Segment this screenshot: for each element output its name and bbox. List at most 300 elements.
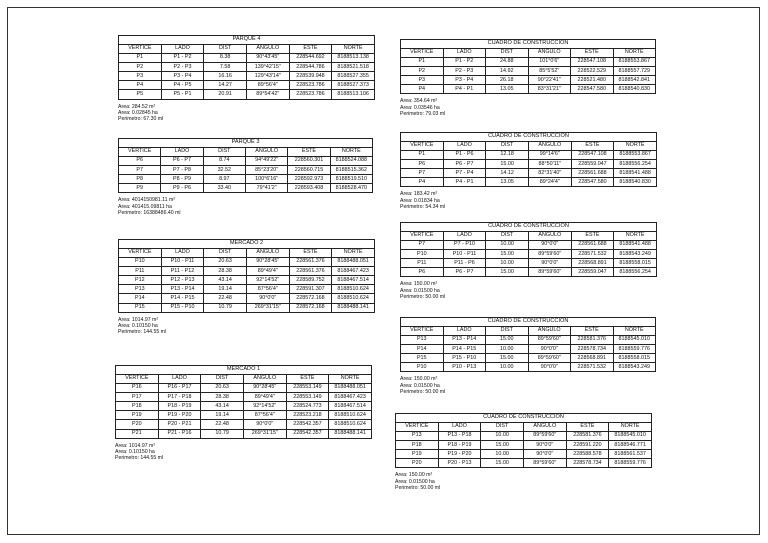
column-header: ESTE — [571, 232, 614, 241]
table-cell: 228581.376 — [566, 432, 609, 441]
table-cell: 228547.580 — [571, 178, 614, 187]
table-row — [401, 151, 657, 160]
table-cell: P18 — [396, 441, 439, 450]
table-cell: 10.00 — [486, 363, 529, 372]
table-cell: 8.97 — [203, 175, 245, 184]
table-cell: P10 — [401, 363, 444, 372]
area-note: Area: 0.01500 ha — [395, 478, 435, 485]
table-cell: 8188558.015 — [614, 259, 657, 268]
table-header-row — [119, 249, 375, 258]
column-header: VERTICE — [119, 249, 162, 258]
table-cell: 89°59'60" — [523, 459, 566, 468]
table-cell: P14 - P15 — [443, 345, 486, 354]
table-cell: 228591.307 — [289, 285, 332, 294]
table-cell: 8188510.624 — [332, 285, 375, 294]
table-cell: P17 — [116, 393, 159, 402]
table-cell: 8.38 — [204, 54, 247, 63]
table-cell: 8188519.510 — [330, 175, 372, 184]
table-cell: 90°0'0" — [528, 241, 571, 250]
column-header: NORTE — [614, 142, 657, 151]
table-row — [119, 63, 375, 72]
table-row — [116, 429, 372, 438]
column-header: LADO — [158, 375, 201, 384]
table-cell: 228523.786 — [289, 90, 332, 99]
table-cell: 19.14 — [204, 285, 247, 294]
table-cell: P13 - P14 — [443, 336, 486, 345]
table-row — [116, 384, 372, 393]
table-row — [119, 90, 375, 99]
table-cell: P10 — [401, 250, 444, 259]
table-cell: P16 — [116, 384, 159, 393]
table-cell: 228591.220 — [566, 441, 609, 450]
area-note: Perimetro: 50.00 ml — [400, 293, 446, 300]
column-header: LADO — [443, 232, 486, 241]
table-cell: P3 - P4 — [161, 72, 204, 81]
area-note: Perimetro: 144.55 ml — [118, 328, 167, 335]
table-cell: 228522.529 — [571, 67, 614, 76]
table-cell: 15.00 — [481, 441, 524, 450]
table-cell: 10.00 — [486, 241, 529, 250]
table-cell: 8188510.624 — [329, 411, 372, 420]
column-header: ESTE — [571, 327, 614, 336]
column-header: DIST — [486, 232, 529, 241]
table-cell: 90°0'0" — [523, 450, 566, 459]
area-note: Area: 183.42 m² — [400, 191, 438, 198]
table-cell: 8188543.249 — [613, 363, 656, 372]
table-row — [401, 363, 656, 372]
table-cell: 8188545.010 — [609, 432, 652, 441]
table-cell: 90°28'45" — [243, 384, 286, 393]
table-cell: 89°59'60" — [523, 432, 566, 441]
table-notes — [395, 472, 652, 490]
table-cell: P5 - P1 — [161, 90, 204, 99]
table-cell: P2 - P3 — [443, 67, 486, 76]
table-cell: 89°49'4" — [246, 267, 289, 276]
table-cell: 8188488.051 — [332, 258, 375, 267]
table-cell: 10.79 — [201, 429, 244, 438]
table-block-parque-3 — [118, 138, 373, 216]
table-cell: 228553.149 — [286, 384, 329, 393]
column-header: LADO — [438, 423, 481, 432]
table-cell: P13 - P14 — [161, 285, 204, 294]
table-cell: P6 - P7 — [443, 160, 486, 169]
table-header-row — [401, 49, 656, 58]
column-header: VERTICE — [401, 49, 444, 58]
table-cell: 228581.376 — [571, 336, 614, 345]
column-header: NORTE — [614, 232, 657, 241]
table-cell: P1 - P6 — [443, 151, 486, 160]
area-note: Area: 0.01834 ha — [400, 197, 440, 204]
table-row — [119, 72, 375, 81]
table-cell: P13 — [401, 336, 444, 345]
table-cell: 8188528.470 — [330, 184, 372, 193]
table-row — [401, 76, 656, 85]
table-cell: 228561.688 — [571, 241, 614, 250]
column-header: ESTE — [289, 45, 332, 54]
table-header-row — [119, 45, 375, 54]
column-header: VERTICE — [401, 232, 444, 241]
table-cell: P19 — [396, 450, 439, 459]
table-cell: 228559.047 — [571, 268, 614, 277]
table-cell: 8188543.249 — [614, 250, 657, 259]
table-cell: 228561.376 — [289, 267, 332, 276]
area-note: Area: 284.52 m² — [118, 103, 156, 110]
table-cell: 8188488.141 — [329, 429, 372, 438]
table-cell: P20 - P13 — [438, 459, 481, 468]
area-note: Area: 0.01500 ha — [400, 382, 440, 389]
table-row — [116, 411, 372, 420]
table-cell: P10 - P11 — [443, 250, 486, 259]
table-cell: P7 - P10 — [443, 241, 486, 250]
table-cell: 228593.408 — [288, 184, 330, 193]
table-cell: 90°0'0" — [523, 441, 566, 450]
table-cell: 8188559.776 — [609, 459, 652, 468]
area-note: Area: 1014.97 m² — [118, 316, 159, 323]
table-cell: 90°0'0" — [243, 420, 286, 429]
table-cell: P19 - P20 — [158, 411, 201, 420]
table-cell: 228547.580 — [571, 85, 614, 94]
table-title-row — [396, 414, 652, 423]
table-cell: P7 - P8 — [161, 166, 203, 175]
table-cell: 228524.773 — [286, 402, 329, 411]
table-cell: 8.74 — [203, 157, 245, 166]
area-note: Perimetro: 54.34 ml — [400, 203, 446, 210]
table-header-row — [401, 142, 657, 151]
table-cell: 15.00 — [486, 268, 529, 277]
table-cell: P2 — [401, 67, 444, 76]
table-title: CUADRO DE CONSTRUCCION — [401, 318, 656, 327]
table-cell: 20.63 — [204, 258, 247, 267]
table-row — [401, 345, 656, 354]
table-cell: P10 - P13 — [443, 363, 486, 372]
table-cell: 129°43'14" — [246, 72, 289, 81]
table-cell: 228542.357 — [286, 420, 329, 429]
table-cell: 8188546.771 — [609, 441, 652, 450]
table-row — [401, 160, 657, 169]
table-title-row — [119, 240, 375, 249]
column-header: LADO — [161, 249, 204, 258]
table-cell: P18 — [116, 402, 159, 411]
table-cell: 43.14 — [204, 276, 247, 285]
column-header: VERTICE — [116, 375, 159, 384]
table-cell: 89°54'42" — [246, 90, 289, 99]
table-cell: 16.16 — [204, 72, 247, 81]
table-notes — [118, 317, 375, 335]
table-cell: 90°43'45" — [246, 54, 289, 63]
table-cell: 269°31'15" — [243, 429, 286, 438]
table-cell: 8188541.488 — [614, 241, 657, 250]
table-cell: 228547.108 — [571, 58, 614, 67]
table-row — [119, 303, 375, 312]
table-cell: P19 - P20 — [438, 450, 481, 459]
construction-table — [400, 39, 656, 94]
table-cell: 8188467.514 — [329, 402, 372, 411]
table-row — [116, 420, 372, 429]
table-cell: P9 - P6 — [161, 184, 203, 193]
table-row — [401, 169, 657, 178]
table-cell: 8188527.355 — [332, 72, 375, 81]
table-cell: 8188467.423 — [332, 267, 375, 276]
table-cell: 82°31'40" — [528, 169, 571, 178]
table-cell: 20.63 — [201, 384, 244, 393]
column-header: NORTE — [329, 375, 372, 384]
column-header: ANGULO — [528, 232, 571, 241]
table-cell: P12 - P13 — [161, 276, 204, 285]
area-note: Area: 150.00 m² — [395, 472, 433, 479]
table-cell: 228572.168 — [289, 294, 332, 303]
table-row — [396, 450, 652, 459]
table-cell: 15.00 — [486, 354, 529, 363]
table-cell: 228571.532 — [571, 363, 614, 372]
table-cell: 94°49'22" — [245, 157, 287, 166]
table-title-row — [401, 318, 656, 327]
area-note: Area: 150.00 m² — [400, 376, 438, 383]
table-cell: 90°0'0" — [528, 363, 571, 372]
column-header: VERTICE — [401, 327, 444, 336]
table-block-cuadro-3 — [400, 222, 657, 300]
column-header: ANGULO — [246, 249, 289, 258]
table-title: CUADRO DE CONSTRUCCION — [401, 40, 656, 49]
column-header: NORTE — [332, 45, 375, 54]
table-cell: 87°56'4" — [246, 285, 289, 294]
column-header: ESTE — [288, 148, 330, 157]
table-cell: 32.52 — [203, 166, 245, 175]
table-cell: 228553.149 — [286, 393, 329, 402]
column-header: ANGULO — [243, 375, 286, 384]
table-title-row — [401, 223, 657, 232]
table-cell: 8188513.138 — [332, 54, 375, 63]
table-row — [401, 268, 657, 277]
table-cell: 8188557.729 — [613, 67, 656, 76]
table-cell: 10.79 — [204, 303, 247, 312]
construction-table — [118, 239, 375, 313]
area-note: Area: 0.03546 ha — [400, 104, 440, 111]
table-cell: P8 - P9 — [161, 175, 203, 184]
table-cell: 8188524.088 — [330, 157, 372, 166]
table-cell: P10 — [119, 258, 162, 267]
table-title-row — [119, 36, 375, 45]
table-cell: 228560.301 — [288, 157, 330, 166]
column-header: DIST — [203, 148, 245, 157]
table-row — [119, 54, 375, 63]
table-cell: 228572.168 — [289, 303, 332, 312]
column-header: LADO — [161, 45, 204, 54]
table-cell: P21 - P16 — [158, 429, 201, 438]
table-cell: 28.38 — [204, 267, 247, 276]
table-cell: 14.92 — [486, 67, 529, 76]
table-cell: P9 — [119, 184, 161, 193]
column-header: LADO — [443, 142, 486, 151]
table-notes — [400, 281, 657, 299]
table-cell: P18 - P19 — [158, 402, 201, 411]
table-cell: P16 - P17 — [158, 384, 201, 393]
area-note: Area: 0.10150 ha — [118, 322, 158, 329]
table-cell: 13.05 — [486, 85, 529, 94]
table-cell: 228547.108 — [571, 151, 614, 160]
table-cell: 228542.357 — [286, 429, 329, 438]
table-cell: 33.40 — [203, 184, 245, 193]
table-cell: 92°14'52" — [243, 402, 286, 411]
table-cell: P2 — [119, 63, 162, 72]
table-cell: 83°31'21" — [528, 85, 571, 94]
table-cell: 10.00 — [486, 345, 529, 354]
area-note: Area: 150.00 m² — [400, 281, 438, 288]
table-block-cuadro-4 — [400, 317, 656, 395]
table-row — [119, 267, 375, 276]
area-note: Area: 4014150981.11 m² — [118, 197, 176, 204]
table-cell: 228571.532 — [571, 250, 614, 259]
table-cell: 269°31'15" — [246, 303, 289, 312]
table-cell: P3 — [401, 76, 444, 85]
table-notes — [400, 98, 656, 116]
table-cell: 88°50'11" — [528, 160, 571, 169]
table-cell: P4 - P5 — [161, 81, 204, 90]
table-cell: 10.00 — [481, 432, 524, 441]
table-cell: 26.18 — [486, 76, 529, 85]
table-cell: P1 — [401, 151, 444, 160]
table-cell: 8188541.488 — [614, 169, 657, 178]
table-cell: 8188558.015 — [613, 354, 656, 363]
table-cell: 90°0'0" — [528, 259, 571, 268]
table-block-mercado-1 — [115, 365, 372, 461]
table-cell: P6 - P7 — [443, 268, 486, 277]
table-cell: 90°0'0" — [246, 294, 289, 303]
construction-table — [395, 413, 652, 468]
table-cell: 8188540.830 — [613, 85, 656, 94]
table-cell: 99°14'6" — [528, 151, 571, 160]
table-title-row — [401, 40, 656, 49]
table-cell: 8188561.537 — [609, 450, 652, 459]
table-row — [119, 184, 373, 193]
table-cell: P6 - P7 — [161, 157, 203, 166]
table-cell: 28.38 — [201, 393, 244, 402]
column-header: ANGULO — [246, 45, 289, 54]
table-cell: 228589.752 — [289, 276, 332, 285]
table-cell: 8188556.254 — [614, 268, 657, 277]
table-cell: 89°49'4" — [243, 393, 286, 402]
table-row — [401, 241, 657, 250]
table-cell: 20.91 — [204, 90, 247, 99]
table-row — [401, 259, 657, 268]
table-cell: 8188488.051 — [329, 384, 372, 393]
table-cell: P7 — [119, 166, 161, 175]
construction-table — [400, 317, 656, 372]
table-cell: P13 — [119, 285, 162, 294]
table-cell: P1 - P2 — [161, 54, 204, 63]
table-cell: P6 — [401, 268, 444, 277]
column-header: ANGULO — [245, 148, 287, 157]
table-cell: 85°23'20" — [245, 166, 287, 175]
column-header: ESTE — [286, 375, 329, 384]
construction-table — [118, 35, 375, 100]
column-header: ESTE — [571, 49, 614, 58]
table-block-cuadro-5 — [395, 413, 652, 491]
table-cell: P7 - P4 — [443, 169, 486, 178]
table-header-row — [116, 375, 372, 384]
table-notes — [400, 376, 656, 394]
table-title-row — [116, 366, 372, 375]
table-block-parque-4 — [118, 35, 375, 122]
table-cell: 228568.891 — [571, 354, 614, 363]
table-title: CUADRO DE CONSTRUCCION — [396, 414, 652, 423]
table-cell: 228523.786 — [289, 81, 332, 90]
table-cell: 12.18 — [486, 151, 529, 160]
table-row — [119, 258, 375, 267]
table-cell: P7 — [401, 169, 444, 178]
table-cell: P15 — [401, 354, 444, 363]
table-cell: P18 - P19 — [438, 441, 481, 450]
table-title: MERCADO 1 — [116, 366, 372, 375]
table-cell: 228523.218 — [286, 411, 329, 420]
table-cell: 228544.692 — [289, 54, 332, 63]
table-title: CUADRO DE CONSTRUCCION — [401, 223, 657, 232]
column-header: DIST — [486, 327, 529, 336]
table-cell: P8 — [119, 175, 161, 184]
area-note: Area: 1014.97 m² — [115, 442, 156, 449]
table-cell: 228521.480 — [571, 76, 614, 85]
table-row — [119, 157, 373, 166]
table-cell: P6 — [401, 160, 444, 169]
table-row — [401, 336, 656, 345]
table-cell: 22.48 — [201, 420, 244, 429]
column-header: ANGULO — [523, 423, 566, 432]
column-header: DIST — [481, 423, 524, 432]
column-header: ESTE — [289, 249, 332, 258]
column-header: LADO — [443, 49, 486, 58]
area-note: Area: 354.64 m² — [400, 98, 438, 105]
table-title: PARQUE 3 — [119, 139, 373, 148]
table-cell: 10.00 — [481, 450, 524, 459]
table-title: PARQUE 4 — [119, 36, 375, 45]
table-title: MERCADO 2 — [119, 240, 375, 249]
table-cell: 228561.688 — [571, 169, 614, 178]
table-cell: 228578.734 — [566, 459, 609, 468]
table-cell: 24.88 — [486, 58, 529, 67]
column-header: DIST — [204, 45, 247, 54]
table-cell: P4 - P1 — [443, 178, 486, 187]
column-header: ANGULO — [528, 142, 571, 151]
table-cell: 228539.948 — [289, 72, 332, 81]
table-cell: P21 — [116, 429, 159, 438]
area-note: Perimetro: 50.00 ml — [400, 388, 446, 395]
area-note: Area: 0.02845 ha — [118, 109, 158, 116]
table-block-cuadro-1 — [400, 39, 656, 117]
table-cell: P14 — [401, 345, 444, 354]
table-cell: P14 - P15 — [161, 294, 204, 303]
table-cell: 90°0'0" — [528, 345, 571, 354]
table-cell: 8188559.776 — [613, 345, 656, 354]
table-cell: P11 — [401, 259, 444, 268]
table-cell: P1 - P2 — [443, 58, 486, 67]
table-cell: 8188521.518 — [332, 63, 375, 72]
table-title: CUADRO DE CONSTRUCCION — [401, 133, 657, 142]
table-cell: P1 — [119, 54, 162, 63]
construction-table — [400, 222, 657, 277]
table-title-row — [401, 133, 657, 142]
table-cell: P14 — [119, 294, 162, 303]
table-cell: P20 - P21 — [158, 420, 201, 429]
table-cell: 228588.578 — [566, 450, 609, 459]
table-cell: 228568.891 — [571, 259, 614, 268]
table-title-row — [119, 139, 373, 148]
table-cell: P17 - P18 — [158, 393, 201, 402]
table-cell: 89°59'60" — [528, 336, 571, 345]
table-cell: P20 — [116, 420, 159, 429]
table-cell: P3 - P4 — [443, 76, 486, 85]
table-cell: P4 — [401, 178, 444, 187]
column-header: VERTICE — [119, 45, 162, 54]
table-row — [396, 459, 652, 468]
